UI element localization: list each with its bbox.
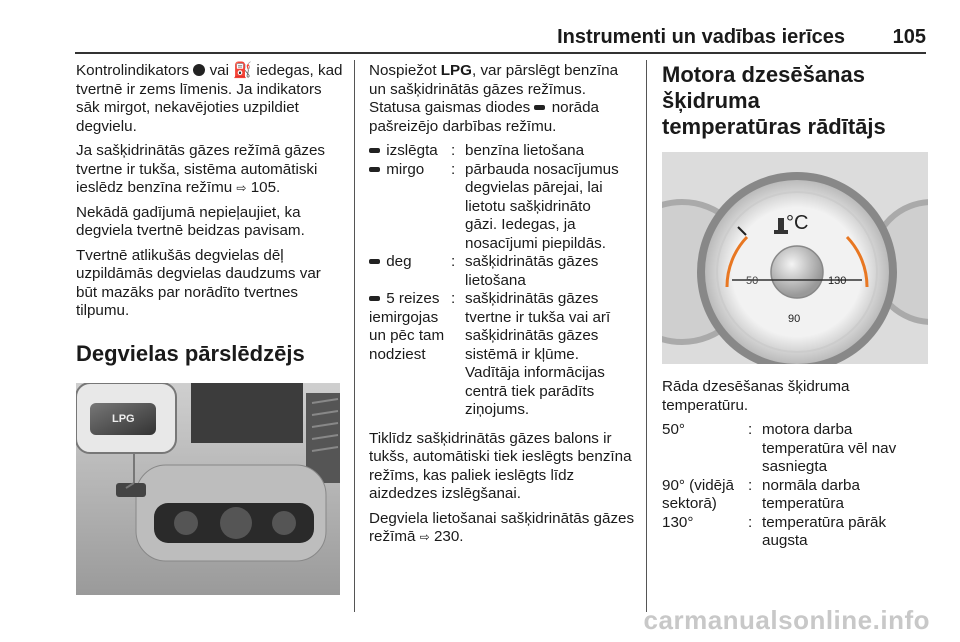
gauge-unit-label: °C <box>786 212 809 234</box>
dashboard-photo <box>76 383 340 595</box>
paragraph-fuel-ref: Degviela lietošanai sašķidrinātās gāzes režīmā ⇨ 230. <box>369 509 635 545</box>
temp-desc-90: normāla darba temperatūra <box>762 476 860 512</box>
status-led-icon <box>369 148 380 153</box>
fuel-pump-icon: ⛽ <box>233 62 253 79</box>
temp-term-50: 50° <box>662 421 685 438</box>
watermark-footer: carmanualsonline.info <box>643 605 930 635</box>
fuel-indicator-icon <box>193 64 205 76</box>
paragraph-empty-tank: Tiklīdz sašķidrinātās gāzes balons ir tukšs, automātiski tiek ieslēgts benzīna režīms, kas paliek ieslēgts līdz aizdedzes izslēgšanai. <box>369 429 632 502</box>
gauge-50-label: 50 <box>746 275 759 287</box>
column-3 <box>662 62 928 559</box>
column-1 <box>76 62 344 595</box>
temp-term-90: 90° (vidējā sektorā) <box>662 476 734 512</box>
page-ref-arrow-icon: ⇨ <box>236 181 247 195</box>
status-led-icon <box>534 105 545 110</box>
coolant-gauge-photo <box>662 152 928 364</box>
led-term-off: izslēgta <box>369 142 451 161</box>
temp-desc-130: temperatūra pārāk augsta <box>762 513 887 549</box>
column-divider-1 <box>354 60 355 612</box>
led-term-on: deg <box>369 253 451 290</box>
header-rule <box>75 52 926 54</box>
led-term-5blinks: 5 reizes iemirgojas un pēc tam nodziest <box>369 290 445 363</box>
page-ref-arrow-icon: ⇨ <box>419 530 430 544</box>
temp-desc-50: motora darba temperatūra vēl nav sasniegta <box>762 421 897 475</box>
led-desc-blink: pārbauda nosacījumus degvielas pārejai, lai lietotu sašķidrināto gāzi. Iedegas, ja nosacījumi piepildās. <box>465 160 619 252</box>
gauge-90-label: 90 <box>788 313 801 325</box>
paragraph-residual-fuel: Tvertnē atlikušās degvielas dēļ uzpildāmās degvielas daudzums var būt mazāks par norādīto tvertnes tilpumu. <box>76 246 321 319</box>
status-led-icon <box>369 167 380 172</box>
section-heading-fuel-switch: Degvielas pārslēdzējs <box>76 340 305 366</box>
led-status-table: izslēgta : benzīna lietošana mirgo : pārbauda nosacījumus degvielas pārejai, lai lietotu sašķidrināto gāzi. Iedegas, ja nosacījumi piepildās. deg : sašķidrinātās gāzes lietošana 5 reizes iemirgojas un pēc tam nodziest : sašķidrinātās gāzes tvertne ir tukša vai arī sašķidrinātās gāzes sistēmā ir kļūme. Vadītāja informācijas centrā tiek parādīts ziņojums. <box>369 142 635 420</box>
paragraph-warning-light: Kontrolindikators vai ⛽ iedegas, kad tvertnē ir zems līmenis. Ja indikators sāk mirgot, nekavējoties uzpildiet degvielu. <box>76 62 343 135</box>
led-desc-5blinks: sašķidrinātās gāzes tvertne ir tukša vai arī sašķidrinātās gāzes sistēmā ir kļūme. Vadītāja informācijas centrā tiek parādīts ziņojums. <box>465 290 611 418</box>
paragraph-coolant-desc: Rāda dzesēšanas šķidruma temperatūru. <box>662 378 850 414</box>
page-ref-link[interactable]: 230. <box>433 528 464 545</box>
coolant-temp-table: 50° : motora darba temperatūra vēl nav sasniegta 90° (vidējā sektorā) : normāla darba temperatūra 130° : temperatūra pārāk augsta <box>662 421 928 551</box>
temp-term-130: 130° <box>662 513 694 531</box>
column-2 <box>369 62 635 553</box>
page-header-title: Instrumenti un vadības ierīces <box>557 26 845 48</box>
paragraph-lpg-switch: Nospiežot LPG, var pārslēgt benzīna un sašķidrinātās gāzes režīmus. Statusa gaismas diodes norāda pašreizējo darbības režīmu. <box>369 62 619 135</box>
page-ref-link[interactable]: 105. <box>250 179 281 196</box>
column-divider-2 <box>646 60 647 612</box>
paragraph-never-empty: Nekādā gadījumā nepieļaujiet, ka degviela tvertnē beidzas pavisam. <box>76 203 305 239</box>
status-led-icon <box>369 296 380 301</box>
led-desc-off: benzīna lietošana <box>465 142 585 159</box>
page-number: 105 <box>892 26 926 48</box>
gauge-130-label: 130 <box>828 275 847 287</box>
led-term-blink: mirgo <box>369 161 451 254</box>
paragraph-auto-switch: Ja sašķidrinātās gāzes režīmā gāzes tvertne ir tukša, sistēma automātiski ieslēdz benzīna režīmu ⇨ 105. <box>76 142 326 196</box>
lpg-button-label: LPG <box>112 412 135 425</box>
status-led-icon <box>369 259 380 264</box>
section-heading-coolant: Motora dzesēšanas šķidruma temperatūras rādītājs <box>662 62 886 139</box>
led-desc-on: sašķidrinātās gāzes lietošana <box>465 253 599 289</box>
